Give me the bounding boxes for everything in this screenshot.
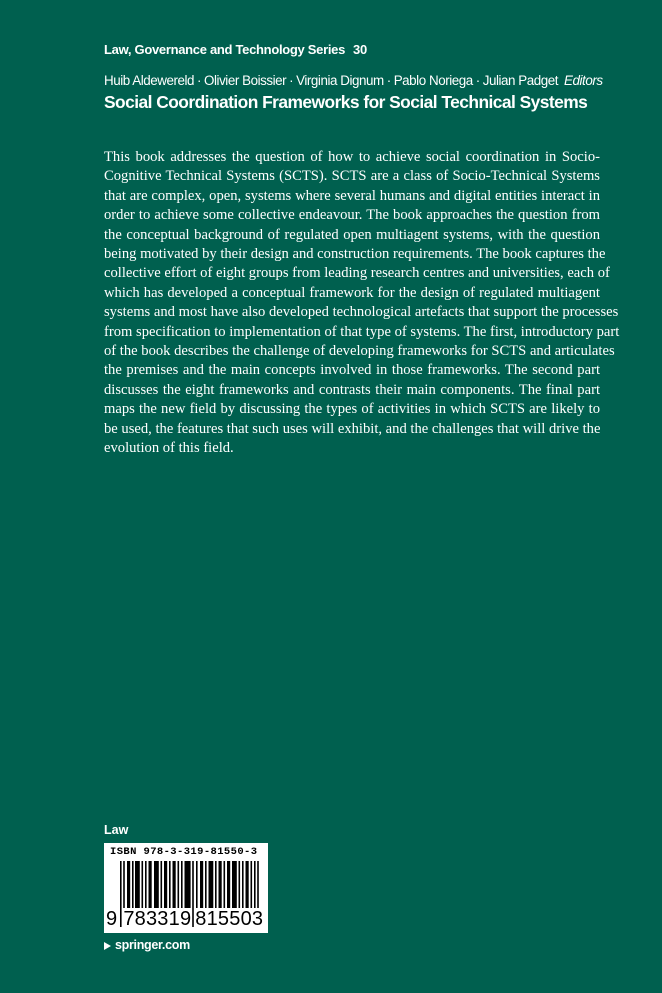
description-line: Cognitive Technical Systems (SCTS). SCTS are a class of Socio-Technical Systems	[104, 168, 600, 185]
isbn-barcode	[104, 843, 268, 933]
publisher-url: springer.com	[115, 938, 190, 952]
editor-separator: ·	[386, 73, 391, 88]
description-line: the conceptual background of regulated open multiagent systems, with the question	[104, 226, 600, 243]
editor-name: Pablo Noriega	[393, 73, 473, 88]
isbn-label: ISBN 978-3-319-81550-3	[110, 846, 258, 858]
description-line: that are complex, open, systems where several humans and digital entities interact in	[104, 187, 600, 204]
publisher-link[interactable]	[104, 938, 190, 952]
description-line: collective effort of eight groups from leading research centres and universities, each of	[104, 265, 610, 282]
description-line: systems and most have also developed technological artefacts that support the processes	[104, 304, 619, 321]
ean-group-2: 815503	[195, 908, 264, 930]
editor-name: Olivier Boissier	[204, 73, 287, 88]
editor-separator: ·	[289, 73, 294, 88]
ean-group-1: 783319	[123, 908, 192, 930]
book-description	[104, 148, 620, 459]
description-line: discusses the eight frameworks and contrasts their main components. The final part	[104, 381, 600, 398]
series-number: 30	[353, 42, 367, 57]
description-line: from specification to implementation of that type of systems. The first, introductory part	[104, 323, 620, 340]
ean-first-digit: 9	[106, 908, 118, 930]
description-line: This book addresses the question of how to achieve social coordination in Socio-	[104, 149, 600, 165]
description-line: which has developed a conceptual framework for the design of regulated multiagent	[104, 284, 600, 301]
description-line: evolution of this field.	[104, 440, 234, 457]
editors-role: Editors	[564, 73, 603, 88]
description-line: be used, the features that such uses will exhibit, and the challenges that will drive the	[104, 420, 601, 437]
subject-category: Law	[104, 823, 129, 837]
editor-separator: ·	[475, 73, 480, 88]
editor-separator: ·	[197, 73, 202, 88]
ean-digits	[106, 909, 263, 929]
description-line: maps the new field by discussing the types of activities in which SCTS are likely to	[104, 401, 600, 418]
description-line: of the book describes the challenge of developing frameworks for SCTS and articulates	[104, 343, 615, 360]
play-arrow-icon	[104, 942, 111, 950]
description-line: the premises and the main concepts involved in those frameworks. The second part	[104, 362, 600, 379]
description-line: order to achieve some collective endeavour. The book approaches the question from	[104, 207, 600, 224]
editor-name: Huib Aldewereld	[104, 73, 195, 88]
series-name: Law, Governance and Technology Series	[104, 42, 346, 57]
editor-name: Julian Padget	[482, 73, 559, 88]
series-title	[104, 42, 367, 57]
editor-name: Virginia Dignum	[296, 73, 384, 88]
editors-line	[104, 73, 603, 88]
book-title: Social Coordination Frameworks for Social Technical Systems	[104, 92, 588, 112]
description-line: being motivated by their design and construction requirements. The book captures the	[104, 246, 606, 263]
